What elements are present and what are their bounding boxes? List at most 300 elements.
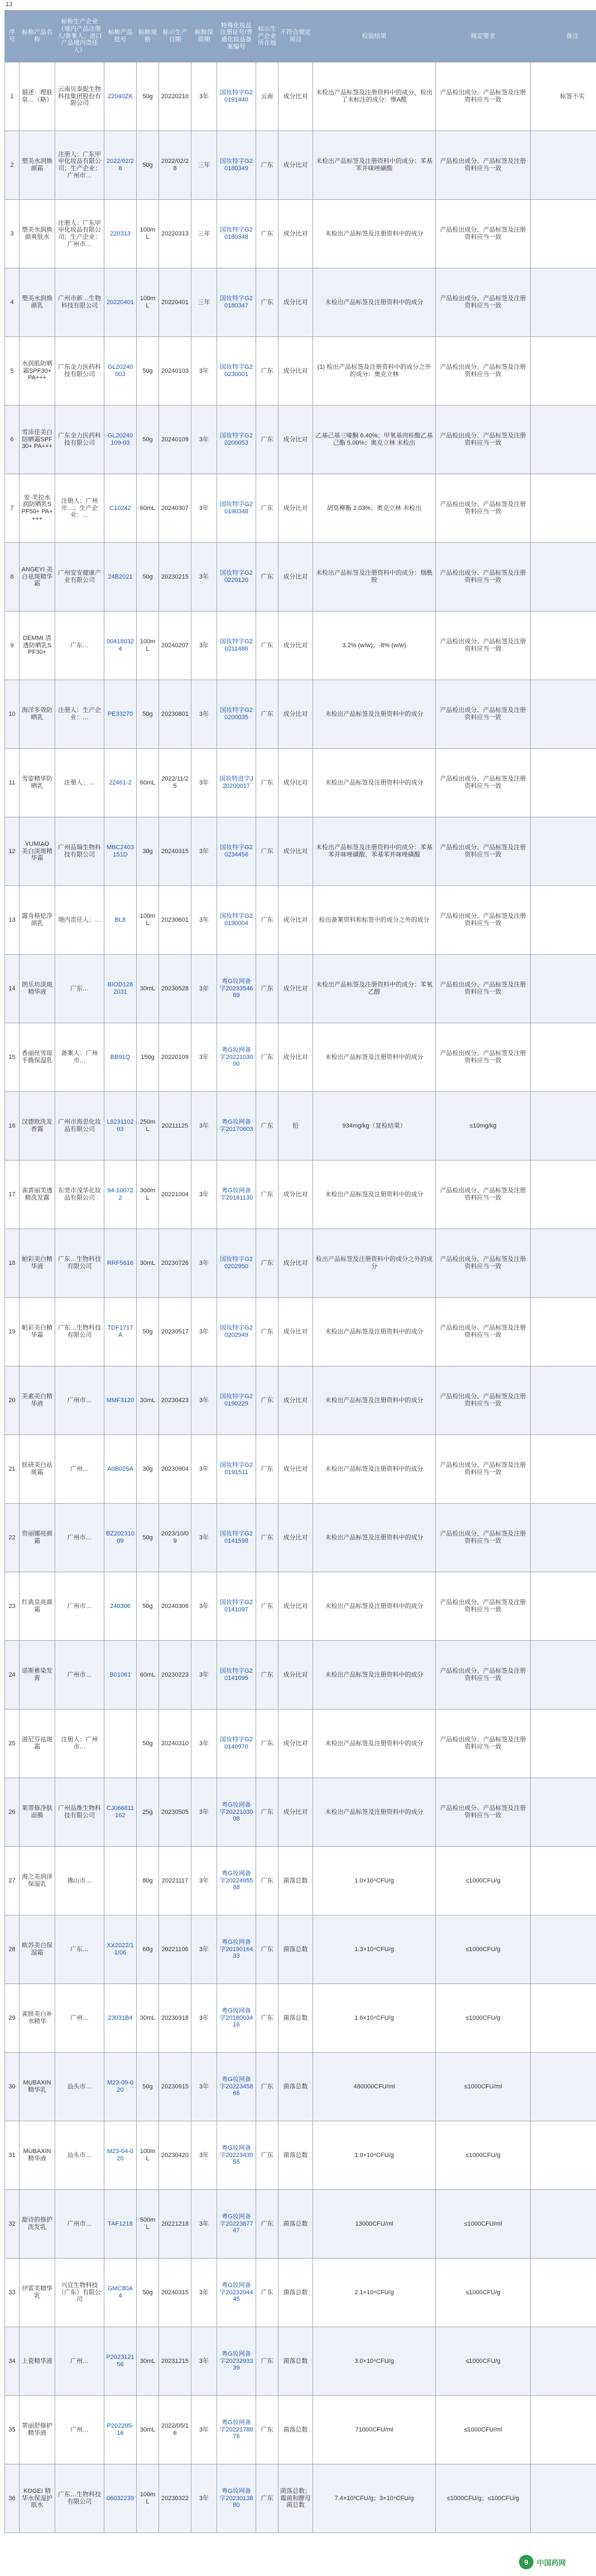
table-cell: 产品检出成分、产品标签及注册资料应当一致 [436,1023,531,1092]
table-cell: 20240306 [159,1572,191,1641]
table-cell: ≤1000CFU/ml [436,2396,531,2464]
table-cell: 广州… [55,1435,104,1504]
table-cell: 产品检出成分、产品标签及注册资料应当一致 [436,474,531,543]
table-cell: 成分比对 [278,612,313,680]
table-cell: 20230423 [159,1366,191,1435]
table-cell: 50g [137,1298,159,1366]
table-cell: 25g [137,1778,159,1847]
table-cell: 粤G妆网备字2022387747 [217,2190,256,2259]
table-cell: 广州市… [55,1366,104,1435]
table-cell: 海之美润泽保湿乳 [20,1847,55,1915]
table-cell: 海洋多效防晒乳 [20,680,55,749]
table-cell: 广东…生物科技有限公司 [55,1229,104,1298]
table-cell: 检出产品标签及注册资料中的成分之外的成分 [313,1229,436,1298]
table-cell: 塑美水润焕颜爽肤水 [20,200,55,268]
table-cell: 帕彩美白精华液 [20,1229,55,1298]
table-cell: 2.1×10⁴CFU/g [313,2259,436,2327]
table-row [5,1298,596,1366]
column-header: 规定要求 [436,11,531,62]
table-cell: 国妆特字G20202950 [217,1229,256,1298]
table-cell: A0B025A [104,1435,137,1504]
table-cell: 三年 [191,131,217,200]
table-cell [531,2121,596,2190]
table-cell: 3.0×10⁴CFU/g [313,2327,436,2396]
table-cell: 7 [5,474,20,543]
table-cell: 23 [5,1572,20,1641]
table-cell: 20240310 [159,1710,191,1778]
table-cell: 广州品维生物科技有限公司 [55,1778,104,1847]
table-row [5,1504,596,1572]
table-cell: M23-09-020 [104,2053,137,2121]
table-cell: 80g [137,1847,159,1915]
table-cell [531,1298,596,1366]
table-cell: 菌落总数 [278,2053,313,2121]
table-cell: MBC2403151D [104,817,137,886]
table-cell: 3年 [191,1847,217,1915]
table-cell: 甜诗韵修护洗发乳 [20,2190,55,2259]
table-cell: GL20240109-03 [104,406,137,474]
table-cell: 32 [5,2190,20,2259]
table-cell: 广州市新…生物科技有限公司 [55,268,104,337]
table-cell: BIOD1282031 [104,955,137,1023]
table-cell: 20220313 [159,200,191,268]
table-cell: 产品检出成分、产品标签及注册资料应当一致 [436,1572,531,1641]
table-cell: ≤1000CFU/g [436,2121,531,2190]
table-cell: 3年 [191,749,217,817]
table-row [5,1641,596,1710]
table-cell: 60mL [137,749,159,817]
column-header: 备注 [531,11,596,62]
table-cell: ≤1000CFU/g [436,1847,531,1915]
table-row [5,749,596,817]
table-cell: 广东 [256,1504,278,1572]
table-row [5,1778,596,1847]
table-cell [531,131,596,200]
table-cell: 3年 [191,2190,217,2259]
table-cell: 未检出产品标签及注册资料中的成分：苯氧乙醇 [313,955,436,1023]
table-cell: 广州市… [55,1572,104,1641]
table-cell: 20211125 [159,1092,191,1161]
table-cell: 粤G妆网备字20181130 [217,1161,256,1229]
table-cell: 国妆特字G20202949 [217,1298,256,1366]
table-cell: 30mL [137,2327,159,2396]
table-cell: 29 [5,1984,20,2053]
table-cell: 36 [5,2464,20,2533]
table-cell: 注册人：广东甲申化妆品有限公司；生产企业：广州市… [55,200,104,268]
table-cell: 未检出产品标签及注册资料中的成分 [313,200,436,268]
table-cell: 60mL [137,474,159,543]
table-cell [531,1023,596,1092]
table-cell: 广东 [256,1161,278,1229]
table-cell: 塑美水润焕颜霜 [20,131,55,200]
table-cell [531,1572,596,1641]
table-cell: 广州品瑞生物科技有限公司 [55,817,104,886]
table-cell: 未检出产品标签及注册资料中的成分 [313,1435,436,1504]
table-cell: 菌落总数 [278,2259,313,2327]
table-cell: 广东 [256,1847,278,1915]
table-cell [531,955,596,1023]
table-cell: 备案人：广州市… [55,1023,104,1092]
table-cell: 国妆特字G20230001 [217,337,256,406]
table-cell: 三年 [191,200,217,268]
table-cell: 东莞市茂华化妆品有限公司 [55,1161,104,1229]
table-cell: 300mL [137,1161,159,1229]
table-cell: 4 [5,268,20,337]
table-cell: 20 [5,1366,20,1435]
table-cell: 滋尼芬祛斑霜 [20,1710,55,1778]
table-cell: 50g [137,680,159,749]
table-cell: 3年 [191,1023,217,1092]
table-cell: 产品检出成分、产品标签及注册资料应当一致 [436,1161,531,1229]
table-cell [531,749,596,817]
table-cell: 国妆特进字J20200017 [217,749,256,817]
table-cell: 广东 [256,1710,278,1778]
table-cell: BB91Q [104,1023,137,1092]
table-cell: 上瓷精华液 [20,2327,55,2396]
table-cell: 产品检出成分、产品标签及注册资料应当一致 [436,1778,531,1847]
table-cell: 广东 [256,268,278,337]
table-cell: 20230528 [159,955,191,1023]
table-cell: 广州… [55,1984,104,2053]
table-cell: 广东 [256,200,278,268]
table-cell: 100mL [137,612,159,680]
table-cell: 产品检出成分、产品标签及注册资料应当一致 [436,1641,531,1710]
table-cell: 广东 [256,474,278,543]
table-cell: 注册人：广州市… [55,1710,104,1778]
table-cell: 7.4×10³CFU/g；3×10⁴CFU/g [313,2464,436,2533]
table-cell: MUBAXIN 精华乳 [20,2053,55,2121]
table-cell: 雀肤美白补水精华 [20,1984,55,2053]
table-cell: 检出备案资料和标签中的成分之外的成分 [313,886,436,955]
table-cell: 未检出产品标签及注册资料中的成分：苯基苯并咪唑磺酸 [313,131,436,200]
table-cell: 20230318 [159,1984,191,2053]
table-cell: 国妆特字G20180348 [217,200,256,268]
table-cell: 广东…生物科技有限公司 [55,1298,104,1366]
table-cell [531,2259,596,2327]
table-cell: 菌落总数 [278,1847,313,1915]
table-cell [531,200,596,268]
table-cell: 境内责任人：… [55,886,104,955]
watermark-logo-icon: 9 [519,2555,533,2569]
table-cell: 未检出产品标签及注册资料中的成分 [313,1366,436,1435]
table-cell: 产品检出成分、产品标签及注册资料应当一致 [436,406,531,474]
table-cell: 粤G妆网备字2022103000 [217,1023,256,1092]
table-row [5,2464,596,2533]
table-cell: 国妆特字G20180347 [217,268,256,337]
page-number: 13 [6,1,13,8]
table-cell: 广东 [256,749,278,817]
table-cell: 30mL [137,955,159,1023]
table-row [5,200,596,268]
table-cell: 100mL [137,886,159,955]
table-cell: 3年 [191,1710,217,1778]
table-cell [531,1984,596,2053]
table-cell: 934mg/kg（复检结果） [313,1092,436,1161]
table-cell: 28 [5,1915,20,1984]
table-cell: 未检出产品标签及注册资料中的成分 [313,680,436,749]
table-cell [531,2396,596,2464]
table-cell: 佛山市… [55,1847,104,1915]
table-row [5,1366,596,1435]
table-cell: ≤1000CFU/g；≤100CFU/g [436,2464,531,2533]
table-cell: 30g [137,1435,159,1504]
watermark-text: 中国药网 [537,2558,566,2567]
table-cell: 成分比对 [278,1710,313,1778]
table-cell: 33 [5,2259,20,2327]
table-cell: 广东 [256,1984,278,2053]
table-cell: 广东 [256,817,278,886]
column-header: 特殊化妆品注册证号/普通化妆品备案编号 [217,11,256,62]
table-cell: 帕彩美白精华霜 [20,1298,55,1366]
table-cell: CJ066811162 [104,1778,137,1847]
table-cell: 成分比对 [278,1778,313,1847]
table-cell: 20220210 [159,62,191,131]
table-cell: 产品检出成分、产品标签及注册资料应当一致 [436,200,531,268]
table-cell: 成分比对 [278,749,313,817]
table-cell: 广东 [256,1298,278,1366]
table-cell: 广东 [256,1092,278,1161]
table-cell: 2 [5,131,20,200]
table-cell [531,612,596,680]
table-cell: 国妆特字G20190229 [217,1366,256,1435]
table-cell: 50g [137,2259,159,2327]
table-cell: 产品检出成分、产品标签及注册资料应当一致 [436,817,531,886]
table-cell: 广东 [256,131,278,200]
table-cell: 3年 [191,1641,217,1710]
table-cell: 广州市… [55,1504,104,1572]
table-cell: 广州市… [55,2190,104,2259]
table-cell: 3年 [191,1161,217,1229]
table-cell: 20231215 [159,2327,191,2396]
table-cell: 1.9×10⁴CFU/g [313,2121,436,2190]
table-cell: 未检出产品标签及注册资料中的成分 [313,1298,436,1366]
table-cell: MMF3120 [104,1366,137,1435]
table-cell: 成分比对 [278,268,313,337]
table-cell: 广东 [256,612,278,680]
table-cell: 11 [5,749,20,817]
table-cell: 50g [137,62,159,131]
table-cell: 成分比对 [278,1161,313,1229]
table-cell: GL20240003 [104,337,137,406]
table-row [5,62,596,131]
table-cell [531,817,596,886]
table-cell: 12 [5,817,20,886]
table-cell: ≤1000CFU/g [436,2327,531,2396]
table-cell: 60mL [137,1641,159,1710]
table-row [5,1023,596,1092]
table-cell: 50g [137,1572,159,1641]
table-cell: ≤1000CFU/g [436,1915,531,1984]
table-cell: 描述：理肤泉…（略） [20,62,55,131]
table-cell: 3年 [191,2121,217,2190]
table-cell: 21 [5,1435,20,1504]
table-cell: 20230517 [159,1298,191,1366]
table-cell: 23031B4 [104,1984,137,2053]
table-cell: 成分比对 [278,406,313,474]
table-cell: 20230215 [159,543,191,612]
table-cell: 成分比对 [278,1023,313,1092]
table-cell: 未检出产品标签及注册资料中的成分 [313,1641,436,1710]
table-cell: 广东 [256,886,278,955]
table-cell: 2023/10/09 [159,1504,191,1572]
table-cell: 未检出产品标签及注册资料中的成分：苯基苯并咪唑磺酸、苯基苯并咪唑磺酸 [313,817,436,886]
table-cell: 22 [5,1504,20,1572]
table-cell: 香丽丝雪琼手腾保湿乳 [20,1023,55,1092]
table-cell: 3年 [191,1572,217,1641]
table-cell: 雪沛佳美白防晒霜SPF30+ PA+++ [20,406,55,474]
table-cell: 未检出产品标签及注册资料中的成分 [313,1710,436,1778]
table-cell: 24 [5,1641,20,1710]
table-cell: 1.6×10⁴CFU/g [313,1984,436,2053]
table-cell [531,543,596,612]
column-header: 序号 [5,11,20,62]
table-cell: 2022/05/16 [159,2396,191,2464]
table-cell: 成分比对 [278,1504,313,1572]
table-cell: 国妆特字G20141097 [217,1572,256,1641]
table-cell: 国妆特字G20141598 [217,1504,256,1572]
table-cell: 菌落总数 [278,1984,313,2053]
table-cell: 广东 [256,2259,278,2327]
table-cell: 广东 [256,1366,278,1435]
table-cell: 塑美水润焕颜乳 [20,268,55,337]
table-cell: 国妆特字G20211486 [217,612,256,680]
table-cell: 成分比对 [278,1641,313,1710]
table-cell: 广东 [256,1572,278,1641]
table-cell [531,1710,596,1778]
table-cell: 广东 [256,543,278,612]
table-cell: 20230801 [159,680,191,749]
table-cell: 20230904 [159,1435,191,1504]
table-cell: 产品检出成分、产品标签及注册资料应当一致 [436,1229,531,1298]
table-cell: 13 [5,886,20,955]
table-cell: 成分比对 [278,474,313,543]
table-row [5,268,596,337]
table-cell: 480000CFU/ml [313,2053,436,2121]
table-cell: 诺斯雅染发膏 [20,1641,55,1710]
table-cell: 14 [5,955,20,1023]
table-cell: 广东… [55,955,104,1023]
table-cell: 16 [5,1092,20,1161]
table-cell: TAF1218 [104,2190,137,2259]
table-cell: 30mL [137,2396,159,2464]
table-cell [531,1778,596,1847]
table-cell: 菌落总数 [278,1915,313,1984]
table-cell: 3年 [191,62,217,131]
table-cell: 31 [5,2121,20,2190]
table-cell: 广州… [55,2327,104,2396]
table-cell: 产品检出成分、产品标签及注册资料应当一致 [436,1435,531,1504]
table-cell: 肤研美白祛斑霜 [20,1435,55,1504]
table-cell: DEMMI 清透防晒乳SPF30+ [20,612,55,680]
table-cell: 100mL [137,268,159,337]
table-cell: 产品检出成分、产品标签及注册资料应当一致 [436,543,531,612]
table-cell: 20230223 [159,1641,191,1710]
table-cell: 150g [137,1023,159,1092]
table-cell: 广东 [256,1229,278,1298]
table-cell: 广州市海思化妆品有限公司 [55,1092,104,1161]
table-cell: 20220109 [159,1023,191,1092]
table-cell: 广东 [256,1915,278,1984]
table-cell: 蒂丽舒修护精华液 [20,2396,55,2464]
table-cell [531,1641,596,1710]
table-cell: 3年 [191,2396,217,2464]
table-row [5,2259,596,2327]
table-cell: B01061 [104,1641,137,1710]
table-cell: 菌落总数 [278,2190,313,2259]
column-header: 检验结果 [313,11,436,62]
table-cell: 产品检出成分、产品标签及注册资料应当一致 [436,886,531,955]
table-cell: 3.2% (w/w)；-8% (w/w) [313,612,436,680]
table-cell: 广东 [256,406,278,474]
table-cell: 粤G妆网备字2022103008 [217,1778,256,1847]
table-cell: 30mL [137,1366,159,1435]
table-row [5,131,596,200]
table-cell: 6 [5,406,20,474]
table-cell: 广东 [256,337,278,406]
table-cell: 广东 [256,2053,278,2121]
table-cell [531,1435,596,1504]
table-cell: 安·芙拉水润防晒乳SPF50+ PA++++ [20,474,55,543]
table-cell: MUBAXIN 精华液 [20,2121,55,2190]
table-cell: 06032239 [104,2464,137,2533]
table-cell: 20240103 [159,337,191,406]
table-cell: 3年 [191,2464,217,2533]
table-cell: 雀黄丽芙透精洗发露 [20,1161,55,1229]
table-cell: ≤10mg/kg [436,1092,531,1161]
table-cell: 粤G妆网备字2023204445 [217,2259,256,2327]
table-cell: 汕头市… [55,2053,104,2121]
table-cell: 3年 [191,955,217,1023]
table-cell: 伊雷芙精华乳 [20,2259,55,2327]
table-cell: 004180324 [104,612,137,680]
table-cell: 产品检出成分、产品标签及注册资料应当一致 [436,612,531,680]
table-cell: 20220401 [104,268,137,337]
table-cell: 3年 [191,474,217,543]
table-row [5,543,596,612]
table-cell: 成分比对 [278,1435,313,1504]
table-cell: 云南贝泰妮生物科技集团股份有限公司 [55,62,104,131]
table-cell: 成分比对 [278,1366,313,1435]
table-row [5,1435,596,1504]
table-cell: 30 [5,2053,20,2121]
table-cell: 20240307 [159,474,191,543]
table-cell: YUMIAO 美白淡斑精华霜 [20,817,55,886]
table-cell: BL8 [104,886,137,955]
table-cell: 22040ZK [104,62,137,131]
table-cell: 13000CFU/ml [313,2190,436,2259]
table-row [5,2121,596,2190]
table-cell: 资丽娜亮颜霜 [20,1504,55,1572]
table-cell: 19 [5,1298,20,1366]
table-cell: 8 [5,543,20,612]
table-cell: 国妆特字G20180349 [217,131,256,200]
table-cell: 粤G妆网备字2023013880 [217,2464,256,2533]
table-cell: 18 [5,1229,20,1298]
table-cell: 未检出产品标签及注册资料中的成分 [313,268,436,337]
table-cell: 广东…生物科技有限公司 [55,2464,104,2533]
table-cell: 广东金力医药科技有限公司 [55,337,104,406]
table-cell: 20221106 [159,1915,191,1984]
table-cell: 3年 [191,1778,217,1847]
table-cell: 27 [5,1847,20,1915]
table-cell: 乙基己基三嗪酮 6.40%；甲氧基肉桂酸乙基己酯 5.00%；奥克立林 未检出 [313,406,436,474]
table-cell: L823110203 [104,1092,137,1161]
table-cell: ANGEYI 美白祛斑精华霜 [20,543,55,612]
table-cell: 莱蒂修净肤面膜 [20,1778,55,1847]
table-cell: 国妆特字G20200035 [217,680,256,749]
table-cell: ≤1000CFU/ml [436,2053,531,2121]
table-cell: 成分比对 [278,955,313,1023]
